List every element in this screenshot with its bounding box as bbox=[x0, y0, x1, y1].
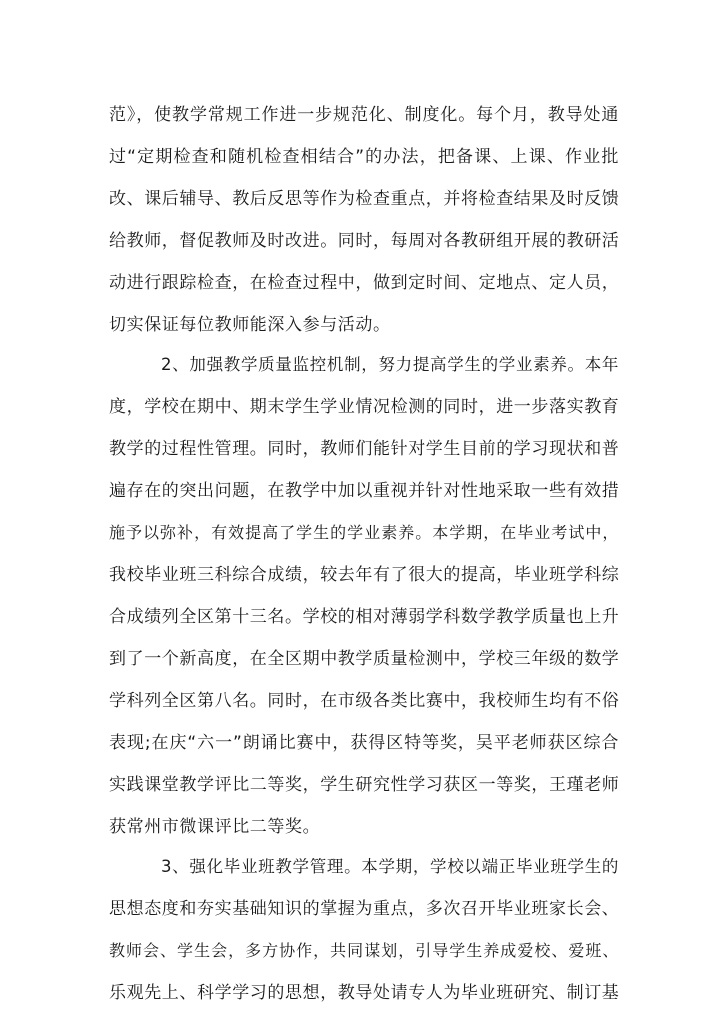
text-line: 到了一个新高度，在全区期中教学质量检测中，学校三年级的数学 bbox=[109, 649, 620, 669]
text-line: 2、加强教学质量监控机制，努力提高学生的学业素养。本年 bbox=[161, 355, 619, 374]
text-line: 教学的过程性管理。同时，教师们能针对学生目前的学习现状和普 bbox=[109, 439, 620, 459]
text-line: 思想态度和夯实基础知识的掌握为重点，多次召开毕业班家长会、 bbox=[109, 899, 620, 919]
text-line: 范》，使教学常规工作进一步规范化、制度化。每个月，教导处通 bbox=[109, 105, 619, 125]
text-line: 实践课堂教学评比二等奖，学生研究性学习获区一等奖，王瑾老师 bbox=[109, 775, 620, 795]
text-line: 遍存在的突出问题，在教学中加以重视并针对性地采取一些有效措 bbox=[109, 481, 620, 501]
text-line: 3、强化毕业班教学管理。本学期，学校以端正毕业班学生的 bbox=[161, 857, 619, 876]
text-line: 施予以弥补，有效提高了学生的学业素养。本学期，在毕业考试中， bbox=[109, 523, 619, 542]
text-line: 动进行跟踪检查，在检查过程中，做到定时间、定地点、定人员， bbox=[109, 273, 620, 293]
text-line: 改、课后辅导、教后反思等作为检查重点，并将检查结果及时反馈 bbox=[109, 189, 620, 209]
text-line: 学科列全区第八名。同时，在市级各类比赛中，我校师生均有不俗 bbox=[109, 691, 620, 711]
text-line: 合成绩列全区第十三名。学校的相对薄弱学科数学教学质量也上升 bbox=[109, 607, 620, 627]
text-line: 乐观先上、科学学习的思想，教导处请专人为毕业班研究、制订基 bbox=[109, 983, 620, 1003]
text-line: 切实保证每位教师能深入参与活动。 bbox=[109, 315, 391, 335]
text-line: 给教师，督促教师及时改进。同时，每周对各教研组开展的教研活 bbox=[109, 231, 620, 251]
text-line: 度，学校在期中、期末学生学业情况检测的同时，进一步落实教育 bbox=[109, 397, 620, 417]
text-line: 表现;在庆“六一”朗诵比赛中，获得区特等奖，吴平老师获区综合 bbox=[109, 733, 619, 753]
text-line: 教师会、学生会，多方协作，共同谋划，引导学生养成爱校、爱班、 bbox=[109, 941, 619, 960]
text-line: 我校毕业班三科综合成绩，较去年有了很大的提高，毕业班学科综 bbox=[109, 565, 620, 585]
text-line: 过“定期检查和随机检查相结合”的办法，把备课、上课、作业批 bbox=[109, 147, 619, 167]
text-line: 获常州市微课评比二等奖。 bbox=[109, 817, 321, 837]
